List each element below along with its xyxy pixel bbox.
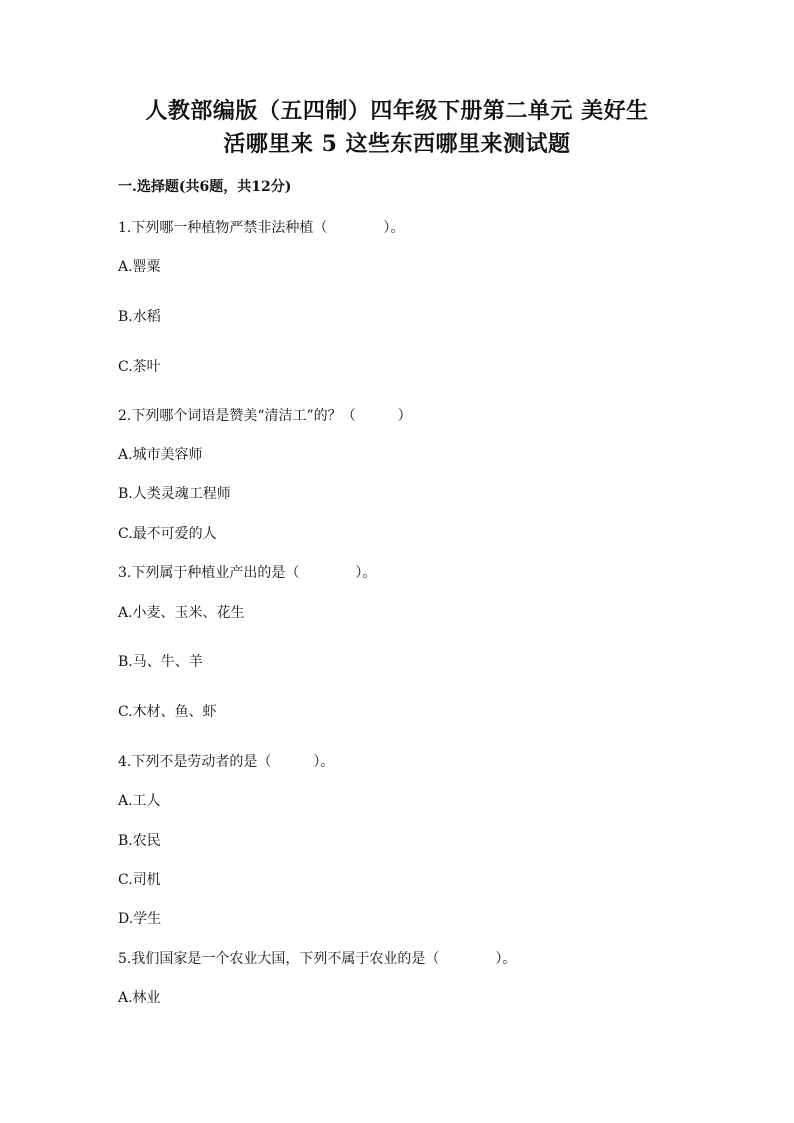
question-4-option-a: A.工人 [118,793,161,809]
question-5-option-a: A.林业 [118,990,161,1006]
question-4-stem: 4.下列不是劳动者的是（ ）。 [118,754,335,770]
document-title-line-2: 活哪里来 5 这些东西哪里来测试题 [223,131,571,157]
question-3-stem: 3.下列属于种植业产出的是（ ）。 [118,565,377,581]
document-title-line-1: 人教部编版（五四制）四年级下册第二单元 美好生 [145,98,649,124]
question-1-option-c: C.茶叶 [118,359,161,375]
question-4-option-b: B.农民 [118,833,161,849]
question-1-stem: 1.下列哪一种植物严禁非法种植（ ）。 [118,220,405,236]
question-4-option-d: D.学生 [118,911,162,927]
question-3-option-c: C.木材、鱼、虾 [118,704,217,720]
section-heading: 一.选择题(共6题，共12分) [118,179,292,195]
question-3-option-b: B.马、牛、羊 [118,654,203,670]
question-1-option-b: B.水稻 [118,309,161,325]
question-5-stem: 5.我们国家是一个农业大国，下列不属于农业的是（ ）。 [118,951,517,967]
question-2-option-c: C.最不可爱的人 [118,526,217,542]
question-2-option-a: A.城市美容师 [118,447,203,463]
question-4-option-c: C.司机 [118,872,161,888]
question-2-stem: 2.下列哪个词语是赞美“清洁工”的？（ ） [118,408,412,424]
question-3-option-a: A.小麦、玉米、花生 [118,605,245,621]
question-2-option-b: B.人类灵魂工程师 [118,486,231,502]
question-1-option-a: A.罂粟 [118,259,161,275]
